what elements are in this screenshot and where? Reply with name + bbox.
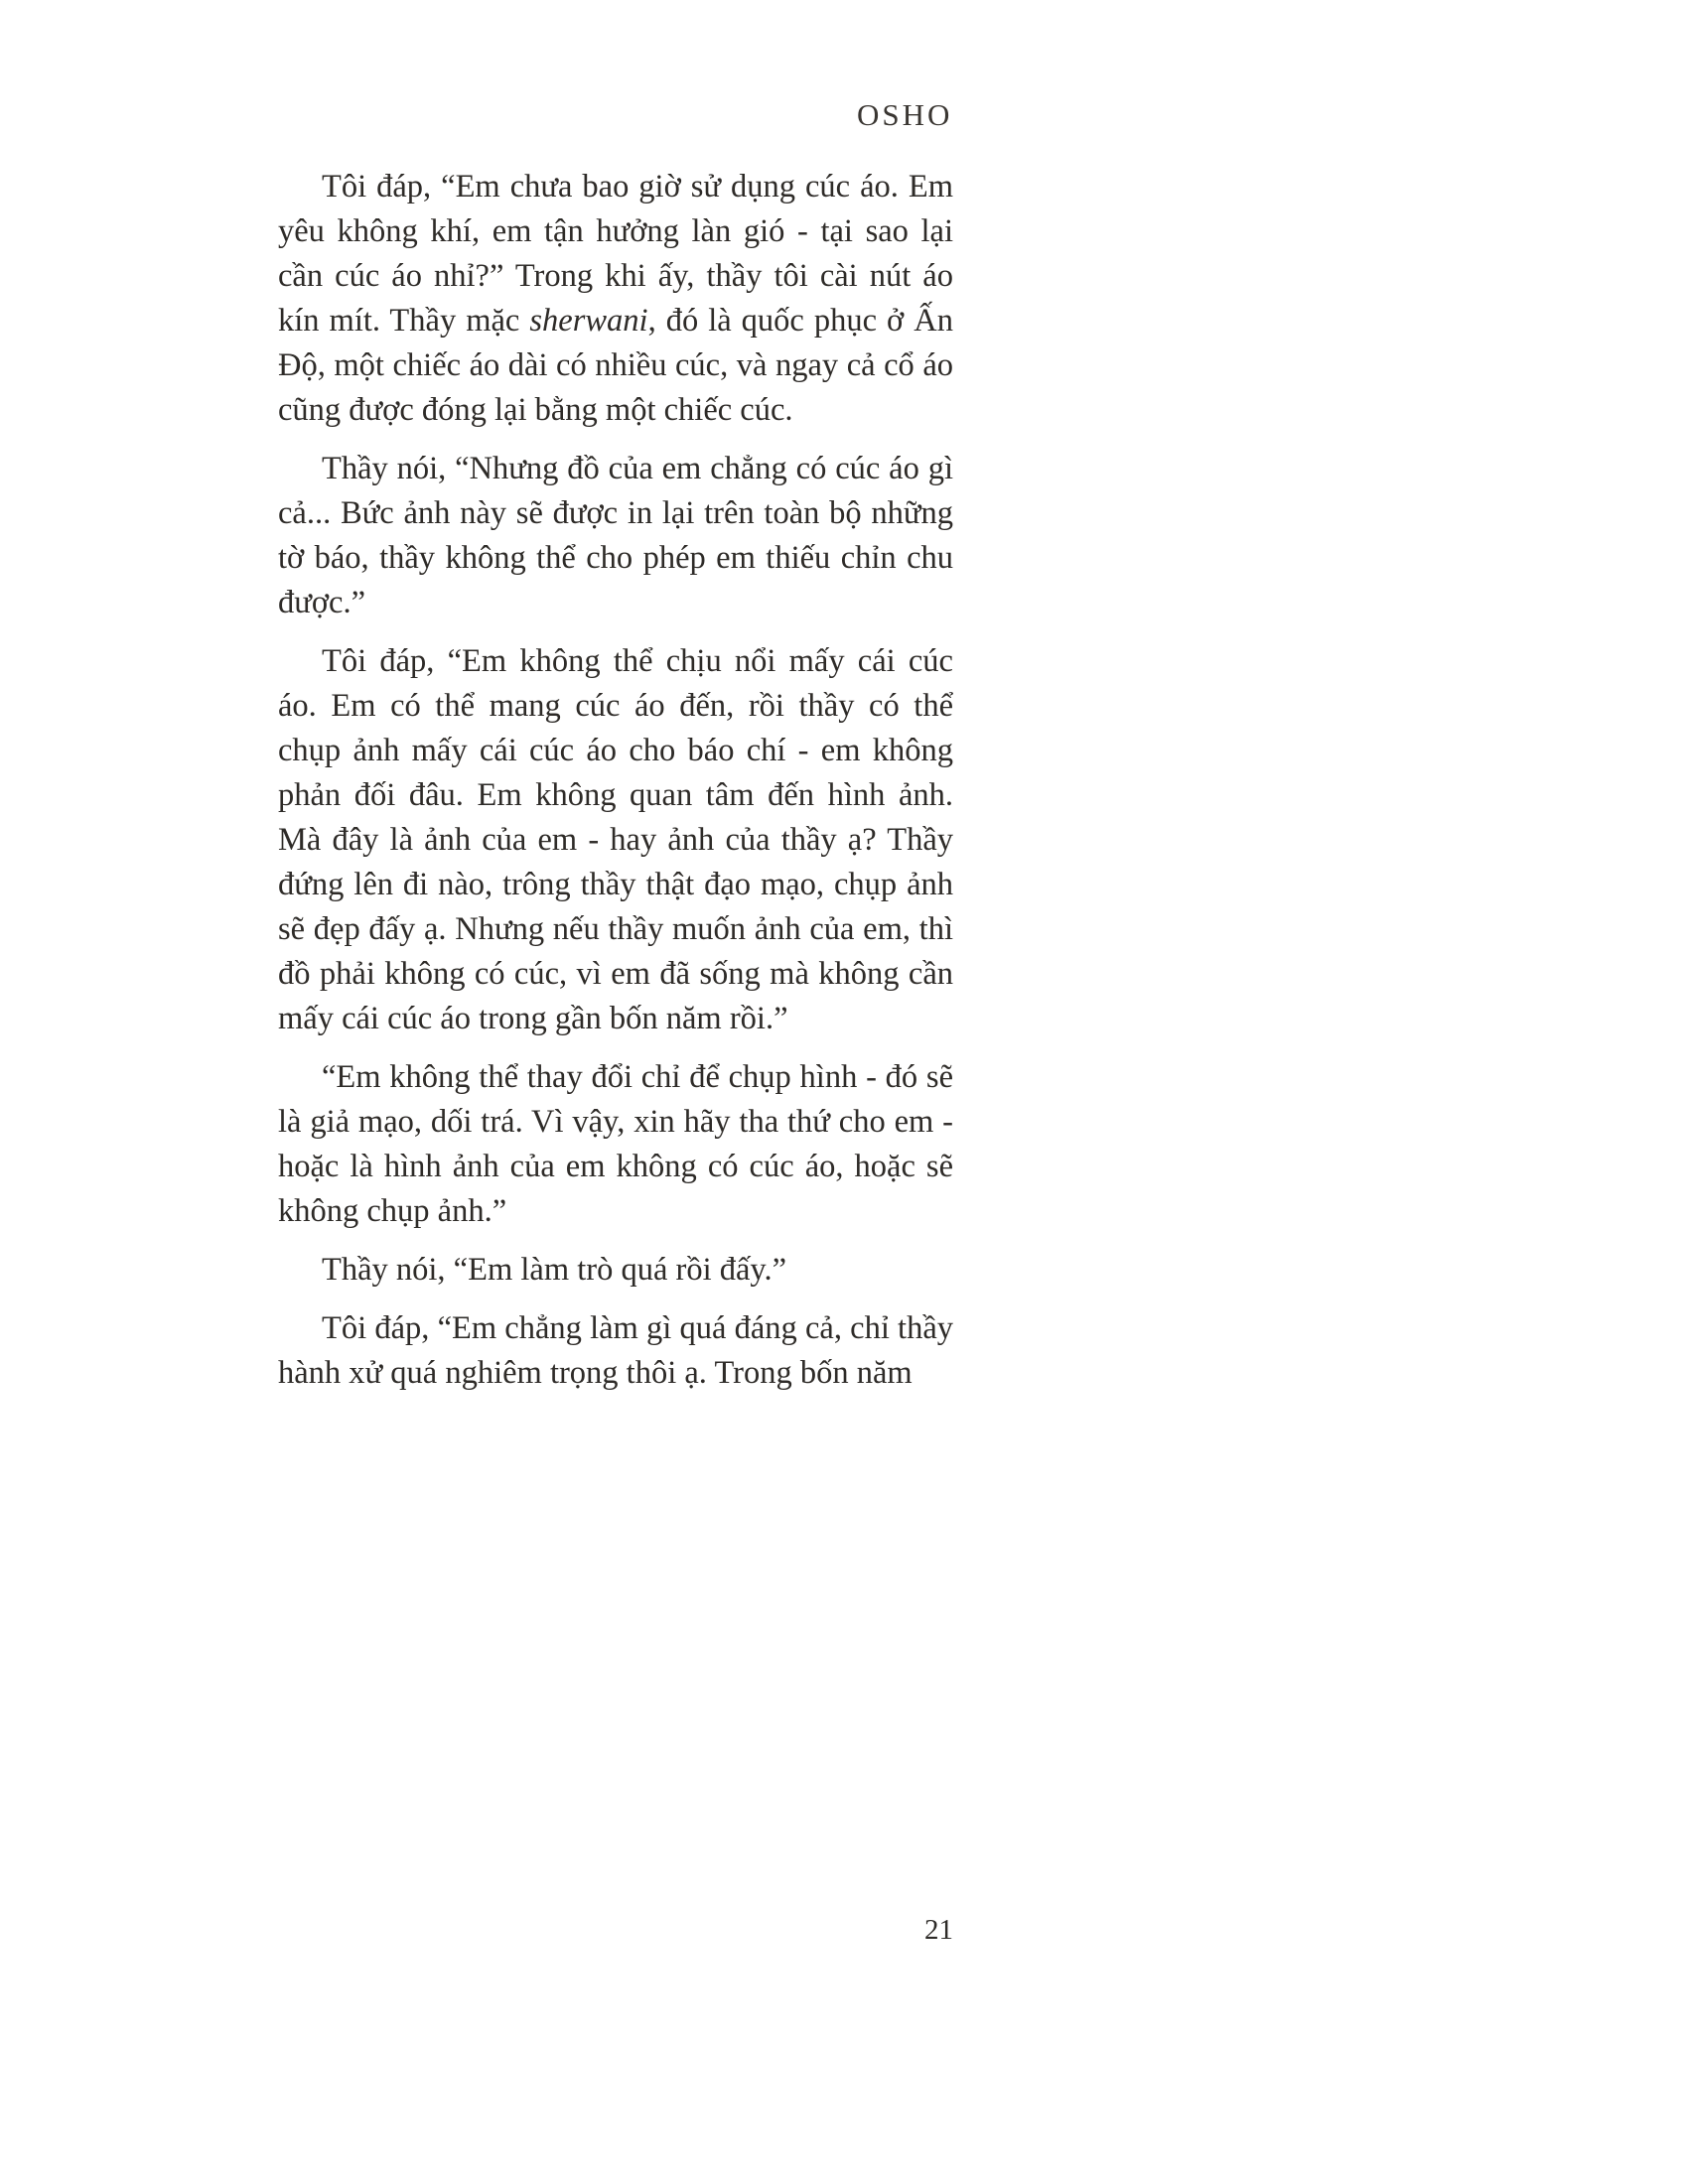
paragraph — [278, 447, 953, 625]
text-run: Thầy nói, “Em làm trò quá rồi đấy.” — [322, 1252, 787, 1288]
paragraph — [278, 1306, 953, 1396]
text-run: , đó là quốc phục ở Ấn Độ, một chiếc áo dài có nhiều cúc, và ngay cả cổ áo cũng được đóng lại bằng một chiếc cúc. — [278, 303, 953, 428]
paragraph — [278, 1248, 953, 1293]
text-run: “Em không thể thay đổi chỉ để chụp hình - đó sẽ là giả mạo, dối trá. Vì vậy, xin hãy tha thứ cho em - hoặc là hình ảnh của em không có cúc áo, hoặc sẽ không chụp ảnh.” — [278, 1059, 953, 1229]
paragraph — [278, 165, 953, 433]
paragraph — [278, 639, 953, 1041]
text-run: Tôi đáp, “Em chẳng làm gì quá đáng cả, chỉ thầy hành xử quá nghiêm trọng thôi ạ. Trong bốn năm — [278, 1310, 953, 1391]
italic-text-run: sherwani — [529, 303, 648, 339]
text-run: Tôi đáp, “Em chưa bao giờ sử dụng cúc áo. Em yêu không khí, em tận hưởng làn gió - tại sao lại cần cúc áo nhỉ?” Trong khi ấy, thầy tôi cài nút áo kín mít. Thầy mặc — [278, 169, 953, 339]
text-run: Thầy nói, “Nhưng đồ của em chẳng có cúc áo gì cả... Bức ảnh này sẽ được in lại trên toàn bộ những tờ báo, thầy không thể cho phép em thiếu chỉn chu được.” — [278, 451, 953, 620]
running-header: OSHO — [857, 97, 953, 132]
text-run: Tôi đáp, “Em không thể chịu nổi mấy cái cúc áo. Em có thể mang cúc áo đến, rồi thầy có thể chụp ảnh mấy cái cúc áo cho báo chí - em không phản đối đâu. Em không quan tâm đến hình ảnh. Mà đây là ảnh của em - hay ảnh của thầy ạ? Thầy đứng lên đi nào, trông thầy thật đạo mạo, chụp ảnh sẽ đẹp đấy ạ. Nhưng nếu thầy muốn ảnh của em, thì đồ phải không có cúc, vì em đã sống mà không cần mấy cái cúc áo trong gần bốn năm rồi.” — [278, 643, 953, 1036]
page-number: 21 — [924, 1914, 953, 1946]
paragraph — [278, 1055, 953, 1234]
page-content — [278, 165, 953, 1410]
